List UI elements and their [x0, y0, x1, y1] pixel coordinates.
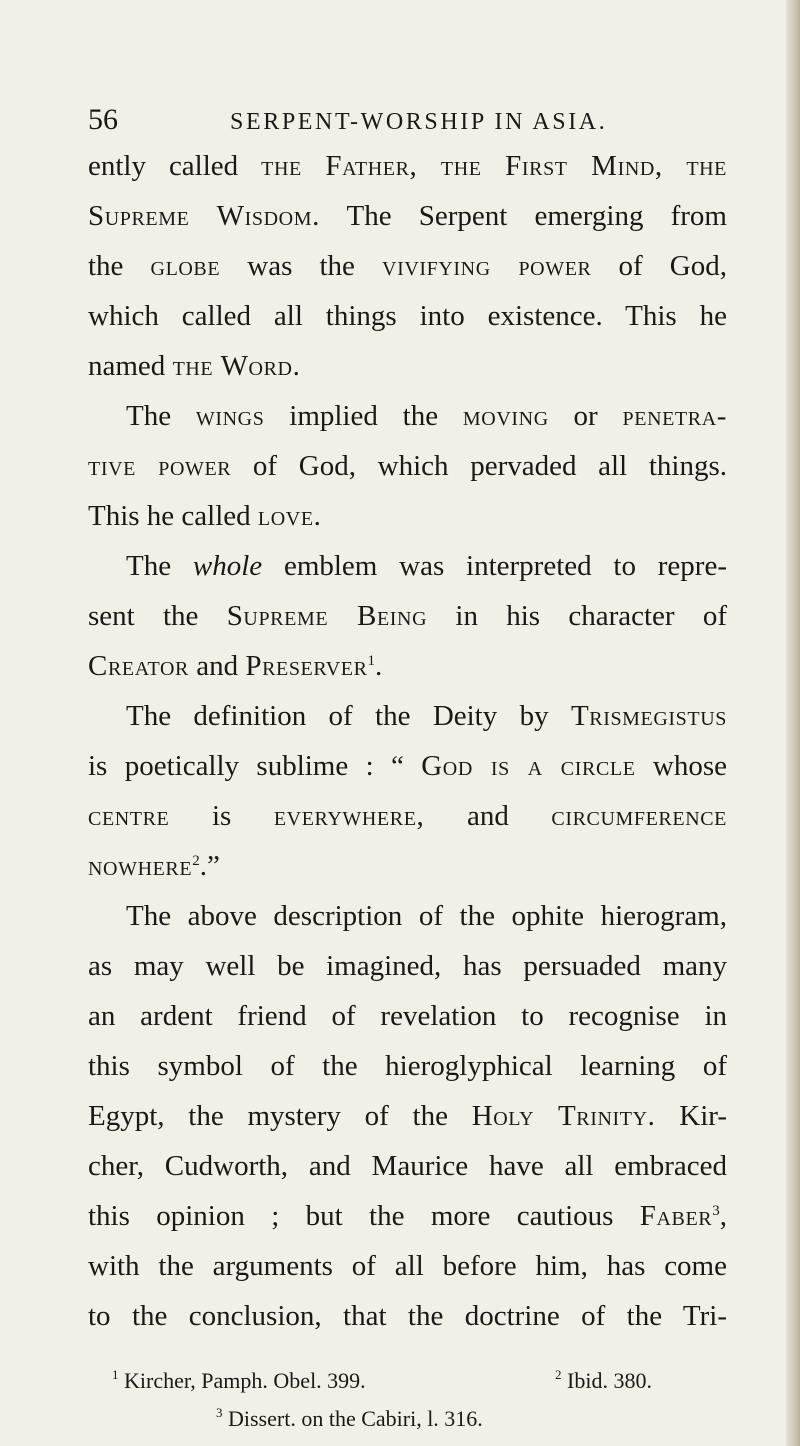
- text-line: ently called the Father, the First Mind, the: [88, 150, 727, 182]
- footnote-ref: 2: [192, 853, 200, 869]
- text-line: this opinion ; but the more cautious Faber$^3$,: [88, 1200, 727, 1232]
- text-line: nowhere$^2$.”: [88, 850, 220, 882]
- text-line: The whole emblem was interpreted to repre-: [126, 550, 727, 582]
- text-line: named the Word.: [88, 350, 301, 382]
- footnote-1: $^1$ Kircher, Pamph. Obel. 399.: [112, 1367, 366, 1393]
- text-line: tive power of God, which pervaded all things.: [88, 450, 727, 482]
- text-line: Creator and Preserver$^1$.: [88, 650, 383, 682]
- text-line: with the arguments of all before him, has come: [88, 1250, 727, 1282]
- footnote-ref: 1: [367, 653, 376, 669]
- text-line: The above description of the ophite hierogram,: [126, 900, 727, 932]
- text-line: an ardent friend of revelation to recognise in: [88, 1000, 727, 1032]
- text-line: to the conclusion, that the doctrine of the Tri-: [88, 1300, 727, 1332]
- footnote-3: $^3$ Dissert. on the Cabiri, l. 316.: [216, 1405, 483, 1431]
- text-line: is poetically sublime : “ God is a circle whose: [88, 750, 727, 782]
- text-line: The wings implied the moving or penetra-: [126, 400, 727, 432]
- footnote-ref: 3: [712, 1203, 720, 1219]
- text-line: this symbol of the hieroglyphical learning of: [88, 1050, 727, 1082]
- running-title: SERPENT-WORSHIP IN ASIA.: [230, 109, 608, 135]
- footnote-2: $^2$ Ibid. 380.: [555, 1367, 652, 1393]
- text-line: Supreme Wisdom. The Serpent emerging from: [88, 200, 727, 232]
- text-line: Egypt, the mystery of the Holy Trinity. Kir-: [88, 1100, 727, 1132]
- text-line: which called all things into existence. This he: [88, 300, 727, 332]
- text-line: the globe was the vivifying power of God,: [88, 250, 727, 282]
- text-line: centre is everywhere, and circumference: [88, 800, 727, 832]
- text-line: This he called love.: [88, 500, 322, 532]
- text-line: as may well be imagined, has persuaded many: [88, 950, 727, 982]
- text-line: sent the Supreme Being in his character of: [88, 600, 727, 632]
- text-line: cher, Cudworth, and Maurice have all embraced: [88, 1150, 727, 1182]
- text-line: The definition of the Deity by Trismegistus: [126, 700, 727, 732]
- page-edge-shadow: [786, 0, 800, 1446]
- page-number: 56: [88, 103, 118, 136]
